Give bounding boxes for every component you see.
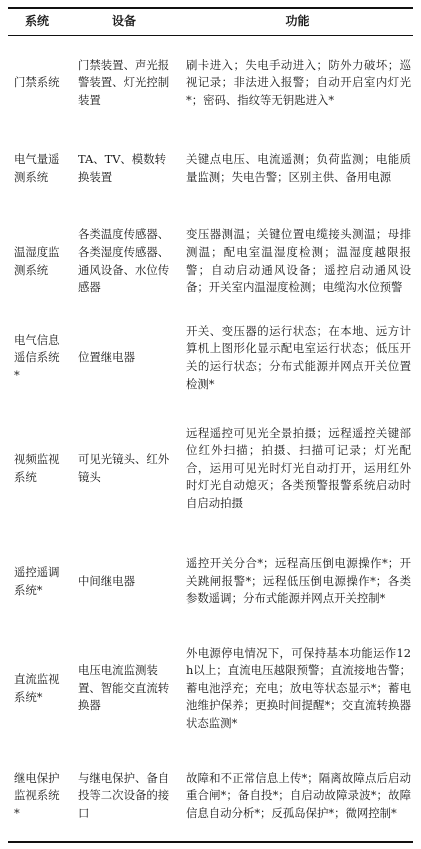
table-row: [8, 752, 413, 842]
table-row: [8, 317, 413, 400]
cell-device: 电压电流监测装置、智能交直流转换器: [78, 663, 170, 713]
header-system: 系统: [8, 8, 66, 36]
table-caption-fragment: [0, 0, 421, 6]
cell-device: 位置继电器: [78, 350, 135, 365]
table-header-row: [8, 8, 413, 36]
cell-system: 电气信息遥信系统*: [14, 332, 60, 382]
cell-system: 门禁系统: [14, 75, 60, 90]
cell-system: 电气量遥测系统: [14, 151, 60, 184]
cell-device: 门禁装置、声光报警装置、灯光控制装置: [78, 57, 170, 108]
table-row: [8, 626, 413, 752]
cell-device: 中间继电器: [78, 573, 135, 588]
cell-function: 外电源停电情况下，可保持基本功能运作12 h以上；直流电压越限预警；直流接地告警；蓄电池浮充；充电；放电等状态显示*；蓄电池维护保养；更换时间提醒*；交直流转换器状态监测*: [186, 645, 411, 730]
header-device: 设备: [66, 8, 182, 36]
cell-device: 各类温度传感器、各类湿度传感器、通风设备、水位传感器: [78, 227, 170, 295]
cell-device: 与继电保护、备自投等二次设备的接口: [66, 752, 182, 842]
cell-system: 温湿度监测系统: [14, 244, 60, 277]
cell-system: 继电保护监视系统*: [8, 752, 66, 842]
cell-system: 直流监视系统*: [14, 671, 60, 704]
cell-function: 故障和不正常信息上传*；隔离故障点后启动重合闸*；备自投*；自启动故障录波*；故障信息自动分析*；反孤岛保护*；微网控制*: [182, 752, 413, 842]
cell-device: TA、TV、模数转换装置: [78, 151, 166, 184]
table-row: [8, 131, 413, 207]
cell-function: 开关、变压器的运行状态；在本地、远方计算机上图形化显示配电室运行状态；低压开关的运行状态；分布式能源并网点开关位置检测*: [186, 323, 411, 391]
system-function-table: [8, 7, 413, 843]
table-row: [8, 207, 413, 317]
cell-system: 视频监视系统: [14, 451, 60, 484]
table-row: [8, 36, 413, 131]
cell-system: 遥控遥调系统*: [14, 564, 60, 597]
cell-function: 刷卡进入；失电手动进入；防外力破坏；巡视记录；非法进入报警；自动开启室内灯光*；密码、指纹等无钥匙进入*: [186, 57, 411, 108]
cell-device: 可见光镜头、红外镜头: [78, 451, 170, 484]
cell-function: 变压器测温；关键位置电缆接头测温；母排测温；配电室温湿度检测；温湿度越限报警；自动启动通风设备；遥控启动通风设备；开关室内温湿度检测；电缆沟水位预警: [186, 227, 411, 295]
header-function: 功能: [182, 8, 413, 36]
cell-function: 远程遥控可见光全景拍摄；远程遥控关键部位红外扫描；拍摄、扫描可记录；灯光配合，运用可见光时灯光自动打开，运用红外时灯光自动熄灭；各类预警报警系统启动时自启动拍摄: [186, 425, 411, 510]
cell-function: 遥控开关分合*；远程高压倒电源操作*；开关跳闸报警*；远程低压倒电源操作*；各类参数遥调；分布式能源并网点开关控制*: [186, 556, 411, 606]
cell-function: 关键点电压、电流遥测；负荷监测；电能质量监测；失电告警；区别主供、备用电源: [186, 151, 411, 184]
table-row: [8, 538, 413, 626]
table-row: [8, 400, 413, 538]
